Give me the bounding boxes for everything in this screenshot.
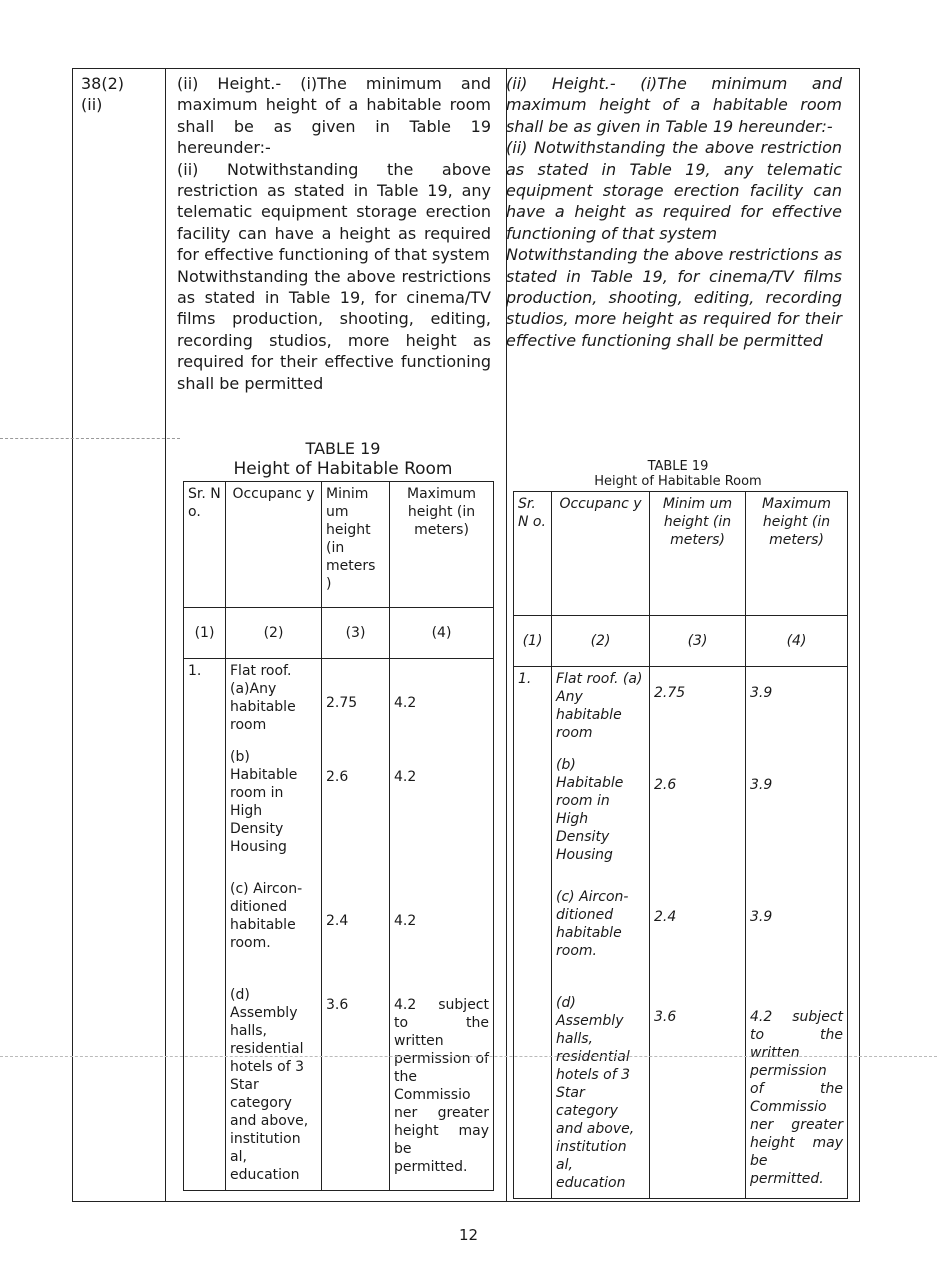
col-number: (4) [390, 608, 494, 659]
max-value: 3.9 [750, 685, 773, 701]
table-column-number-row [184, 608, 494, 659]
left-height-table [183, 481, 494, 1191]
scan-artifact-line [0, 438, 180, 439]
table-column-number-row [514, 616, 848, 667]
col-number: (2) [226, 608, 322, 659]
table-row [184, 659, 494, 1191]
max-value: 4.2 subject to the written permission of the Commissio ner greater height may be permitted. [394, 997, 489, 1175]
left-table-title: TABLE 19 [305, 439, 381, 458]
header-max-height: Maximum height (in meters) [746, 492, 848, 616]
col-number: (2) [552, 616, 650, 667]
left-para-3: Notwithstanding the above restrictions as stated in Table 19, for cinema/TV films production, shooting, editing, recording studios, more height as required for their effective functioning shall be permitted [177, 266, 491, 393]
header-sr-no: Sr. N o. [514, 492, 552, 616]
left-table-caption [183, 439, 503, 479]
max-value: 3.9 [750, 909, 773, 925]
column-divider-1 [165, 69, 166, 1201]
right-table-title: TABLE 19 [647, 459, 709, 474]
left-para-1: (ii) Height.- (i)The minimum and maximum height of a habitable room shall be as given in Table 19 hereunder:- [177, 74, 491, 158]
header-sr-no: Sr. N o. [184, 482, 226, 608]
scan-artifact-line [0, 1056, 937, 1057]
header-occupancy: Occupanc y [226, 482, 322, 608]
sr-cell: 1. [184, 659, 226, 1191]
right-table-subtitle: Height of Habitable Room [594, 474, 762, 489]
right-rule-text [506, 73, 842, 351]
occupancy-entry: (d) Assembly halls, residential hotels of 3 Star category and above, institution al, education [230, 987, 309, 1183]
left-para-2: (ii) Notwithstanding the above restriction as stated in Table 19, any telematic equipment storage erection facility can have a height as required for effective functioning of that system [177, 159, 491, 265]
occupancy-entry: (d) Assembly halls, residential hotels of 3 Star category and above, institution al, education [556, 995, 635, 1191]
header-max-height: Maximum height (in meters) [390, 482, 494, 608]
min-value: 2.4 [654, 909, 677, 925]
right-para-2: (ii) Notwithstanding the above restriction as stated in Table 19, any telematic equipment storage erection facility can have a height as required for effective functioning of that system [506, 138, 842, 243]
min-value: 2.75 [326, 695, 358, 711]
col-number: (3) [650, 616, 746, 667]
max-cell [746, 667, 848, 1199]
table-row [514, 667, 848, 1199]
right-height-table [513, 491, 848, 1199]
table-header-row [514, 492, 848, 616]
right-para-1: (ii) Height.- (i)The minimum and maximum height of a habitable room shall be as given in Table 19 hereunder:- [506, 74, 842, 136]
occupancy-cell [226, 659, 322, 1191]
document-frame [72, 68, 860, 1202]
max-value: 4.2 subject to the written permission of the Commissio ner greater height may be permitted. [750, 1009, 843, 1187]
col-number: (3) [322, 608, 390, 659]
sr-cell: 1. [514, 667, 552, 1199]
min-value: 3.6 [654, 1009, 677, 1025]
min-value: 2.4 [326, 913, 349, 929]
min-value: 2.75 [654, 685, 686, 701]
col-number: (1) [184, 608, 226, 659]
max-value: 4.2 [394, 695, 417, 711]
max-value: 4.2 [394, 769, 417, 785]
rule-number: 38(2) (ii) [81, 74, 125, 114]
min-cell [650, 667, 746, 1199]
occupancy-entry: Flat roof. (a) Any habitable room [556, 671, 643, 741]
col-number: (1) [514, 616, 552, 667]
max-value: 3.9 [750, 777, 773, 793]
header-min-height: Minim um height (in meters ) [322, 482, 390, 608]
right-table-caption [513, 459, 843, 489]
left-table-subtitle: Height of Habitable Room [233, 459, 453, 479]
occupancy-entry: (b) Habitable room in High Density Housing [556, 757, 624, 863]
occupancy-entry: (c) Aircon-ditioned habitable room. [556, 889, 629, 959]
occupancy-entry: (b) Habitable room in High Density Housing [230, 749, 298, 855]
right-para-3: Notwithstanding the above restrictions as stated in Table 19, for cinema/TV films production, shooting, editing, recording studios, more height as required for their effective functioning shall be permitted [506, 245, 842, 350]
table-header-row [184, 482, 494, 608]
occupancy-entry: Flat roof. (a)Any habitable room [230, 663, 296, 733]
min-value: 3.6 [326, 997, 349, 1013]
page-number: 12 [458, 1226, 479, 1244]
header-occupancy: Occupanc y [552, 492, 650, 616]
max-value: 4.2 [394, 913, 417, 929]
max-cell [390, 659, 494, 1191]
header-min-height: Minim um height (in meters) [650, 492, 746, 616]
min-value: 2.6 [654, 777, 677, 793]
left-rule-text [177, 73, 491, 394]
min-value: 2.6 [326, 769, 349, 785]
min-cell [322, 659, 390, 1191]
col-number: (4) [746, 616, 848, 667]
occupancy-entry: (c) Aircon-ditioned habitable room. [230, 881, 303, 951]
occupancy-cell [552, 667, 650, 1199]
